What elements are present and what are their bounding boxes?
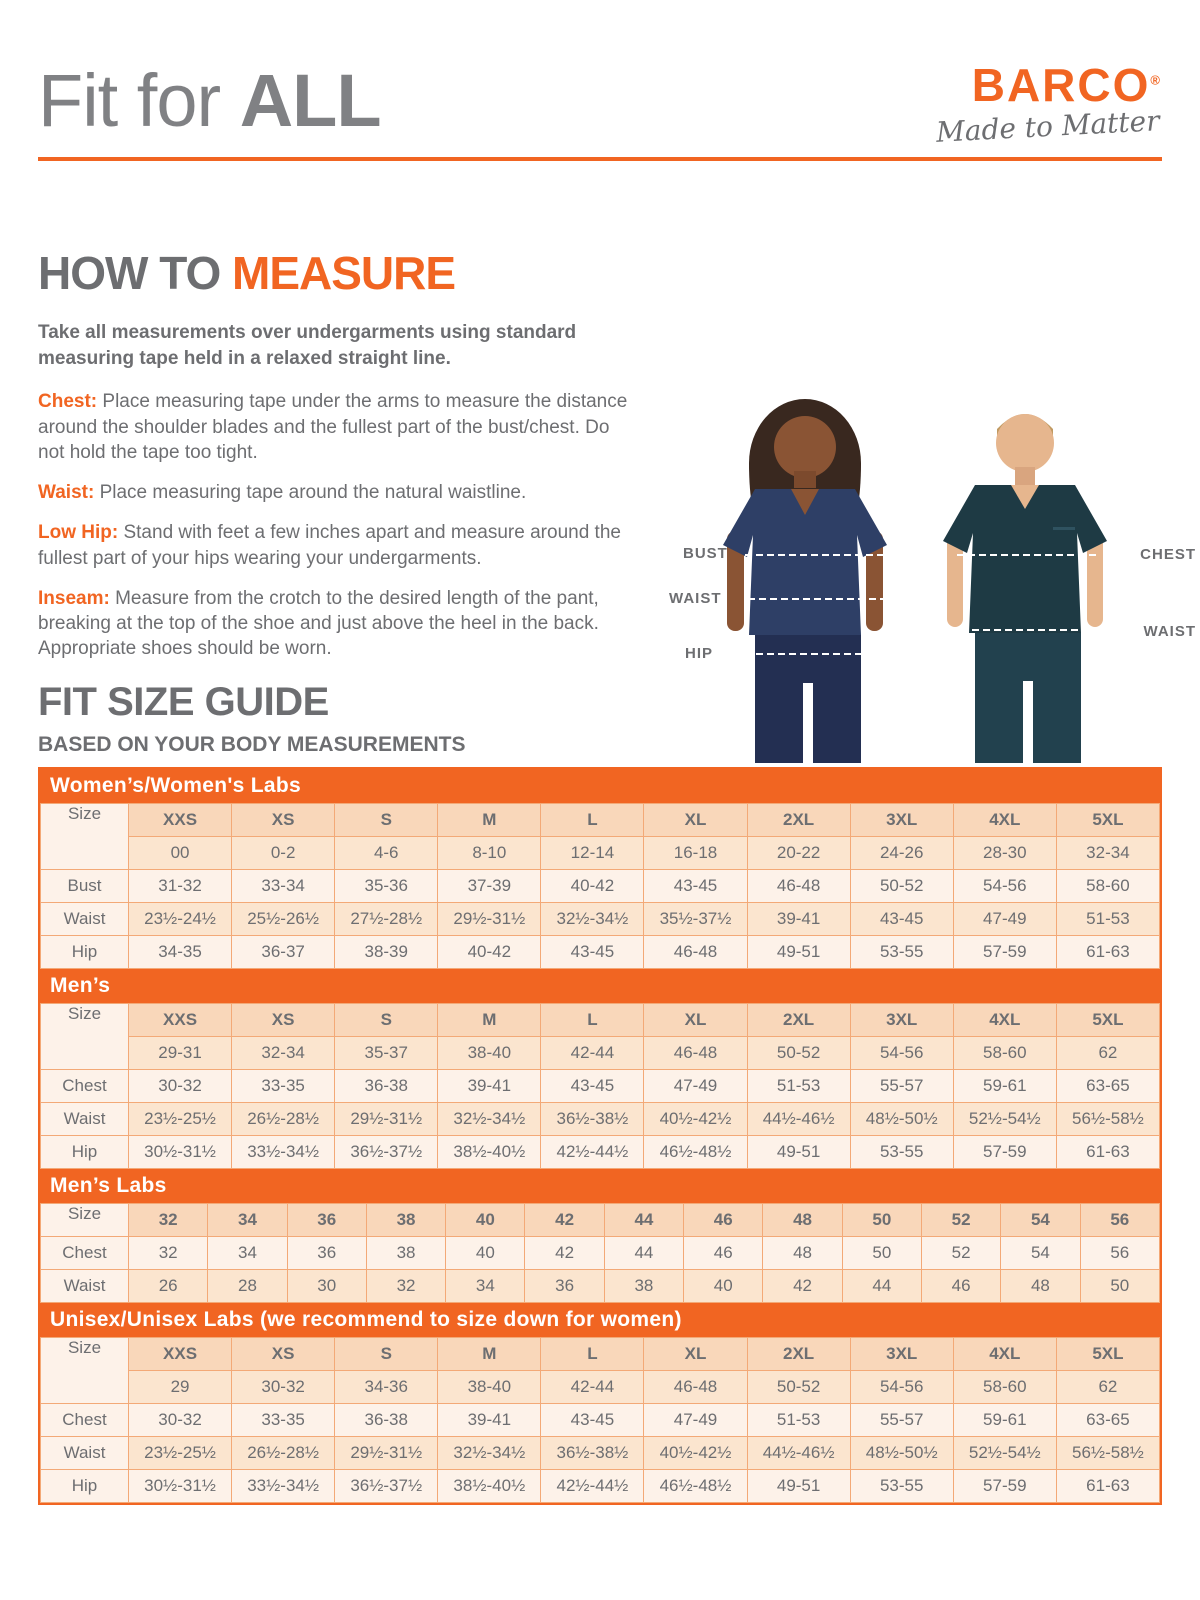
numeric-size-cell: 50-52 [747,1371,850,1404]
measurement-cell: 36½-38½ [541,1103,644,1136]
size-label-cell: M [438,1004,541,1037]
measurement-cell: 46 [684,1237,763,1270]
measurement-cell: 32½-34½ [541,903,644,936]
measurement-cell: 43-45 [541,1070,644,1103]
numeric-size-cell: 0-2 [232,837,335,870]
numeric-size-cell: 54-56 [850,1371,953,1404]
measurement-cell: 29½-31½ [335,1103,438,1136]
measurement-cell: 44½-46½ [747,1437,850,1470]
measurement-row-waist [41,1270,1160,1303]
measurement-row-waist [41,903,1160,936]
measurement-cell: 36 [287,1237,366,1270]
size-label-cell: 32 [129,1204,208,1237]
measurement-cell: 33-34 [232,870,335,903]
size-label-cell: 2XL [747,1338,850,1371]
row-label-cell: Hip [41,1136,129,1169]
size-label-cell: XS [232,1338,335,1371]
numeric-size-cell: 32-34 [232,1037,335,1070]
size-label-cell: 52 [921,1204,1000,1237]
waist-measure-label-left: WAIST [669,590,722,607]
measurement-cell: 56 [1080,1237,1159,1270]
measurement-cell: 63-65 [1056,1070,1159,1103]
size-label-cell: L [541,1004,644,1037]
size-label-cell: 44 [604,1204,683,1237]
size-label-cell: XXS [129,1004,232,1037]
measurement-cell: 37-39 [438,870,541,903]
size-label-cell: XXS [129,1338,232,1371]
measure-item-inseam [38,586,638,662]
numeric-size-cell: 38-40 [438,1037,541,1070]
size-table-womens [40,803,1160,969]
size-label-cell: M [438,804,541,837]
numeric-size-cell: 20-22 [747,837,850,870]
measurement-cell: 40 [446,1237,525,1270]
measurement-cell: 26 [129,1270,208,1303]
numeric-size-cell: 46-48 [644,1037,747,1070]
numeric-size-cell: 58-60 [953,1037,1056,1070]
numeric-size-cell: 24-26 [850,837,953,870]
size-label-cell: 34 [208,1204,287,1237]
size-header-row [41,804,1160,837]
row-label-cell: Waist [41,1437,129,1470]
size-label-cell: L [541,804,644,837]
measurement-cell: 32½-34½ [438,1103,541,1136]
size-label-cell: XL [644,1338,747,1371]
bust-measure-label: BUST [683,545,728,562]
measurement-cell: 46½-48½ [644,1470,747,1503]
measurement-cell: 58-60 [1056,870,1159,903]
measurement-cell: 26½-28½ [232,1103,335,1136]
measurement-cell: 52 [921,1237,1000,1270]
size-header-row [41,1338,1160,1371]
size-table-mens [40,1003,1160,1169]
measurement-cell: 42 [525,1237,604,1270]
measurement-row-chest [41,1237,1160,1270]
row-label-cell: Waist [41,1103,129,1136]
numeric-size-cell: 29-31 [129,1037,232,1070]
measurement-cell: 56½-58½ [1056,1437,1159,1470]
size-label-cell: M [438,1338,541,1371]
fit-size-guide-section [38,680,1162,1505]
measurement-cell: 30-32 [129,1404,232,1437]
fit-size-guide-subheading: BASED ON YOUR BODY MEASUREMENTS [38,733,466,756]
measurement-cell: 33-35 [232,1070,335,1103]
numeric-size-cell: 58-60 [953,1371,1056,1404]
measurement-cell: 30½-31½ [129,1470,232,1503]
measurement-cell: 32 [129,1237,208,1270]
numeric-size-cell: 29 [129,1371,232,1404]
measurement-cell: 40½-42½ [644,1437,747,1470]
measurement-cell: 31-32 [129,870,232,903]
measurement-cell: 43-45 [644,870,747,903]
size-label-cell: S [335,1004,438,1037]
measurement-cell: 28 [208,1270,287,1303]
numeric-size-cell: 38-40 [438,1371,541,1404]
waist-measure-label-right: WAIST [1143,623,1196,640]
measurement-cell: 36-38 [335,1070,438,1103]
measurement-cell: 39-41 [438,1070,541,1103]
heading-orange-part: MEASURE [232,247,456,299]
measure-item-chest [38,389,638,465]
measurement-cell: 53-55 [850,1470,953,1503]
size-table-unisex [40,1337,1160,1503]
measurement-cell: 23½-25½ [129,1437,232,1470]
measurement-cell: 38 [366,1237,445,1270]
header-divider [38,157,1162,161]
row-label-cell: Waist [41,1270,129,1303]
measurement-cell: 63-65 [1056,1404,1159,1437]
measurement-cell: 49-51 [747,1136,850,1169]
measurement-cell: 48½-50½ [850,1437,953,1470]
measurement-cell: 57-59 [953,1470,1056,1503]
measurement-cell: 39-41 [747,903,850,936]
measurement-cell: 50 [1080,1270,1159,1303]
size-label-cell: 3XL [850,804,953,837]
size-label-cell: S [335,1338,438,1371]
numeric-size-row [41,1037,1160,1070]
size-label-cell: 36 [287,1204,366,1237]
numeric-size-cell: 4-6 [335,837,438,870]
size-label-cell: XS [232,804,335,837]
numeric-size-cell: 30-32 [232,1371,335,1404]
size-label-cell: 2XL [747,804,850,837]
measurement-cell: 30 [287,1270,366,1303]
measure-item-waist [38,480,638,505]
measurement-cell: 39-41 [438,1404,541,1437]
measurement-cell: 23½-24½ [129,903,232,936]
numeric-size-cell: 46-48 [644,1371,747,1404]
measurement-cell: 43-45 [541,1404,644,1437]
measure-item-lowhip [38,520,638,571]
measurement-cell: 36½-38½ [541,1437,644,1470]
measurement-cell: 42 [763,1270,842,1303]
measure-item-chest-label: Chest: [38,391,98,413]
how-to-measure-heading [38,246,638,300]
measurement-cell: 46-48 [644,936,747,969]
numeric-size-cell: 00 [129,837,232,870]
size-label-cell: 5XL [1056,1338,1159,1371]
measurement-cell: 46½-48½ [644,1136,747,1169]
measurement-cell: 61-63 [1056,936,1159,969]
measurement-cell: 53-55 [850,1136,953,1169]
size-label-cell: XL [644,1004,747,1037]
measurement-row-hip [41,936,1160,969]
measurement-cell: 47-49 [953,903,1056,936]
measurement-cell: 57-59 [953,1136,1056,1169]
measurement-cell: 50 [842,1237,921,1270]
measure-item-lowhip-text: Stand with feet a few inches apart and measure around the fullest part of your hips wearing your undergarments. [38,522,621,569]
size-label-cell: 4XL [953,1338,1056,1371]
measurement-cell: 23½-25½ [129,1103,232,1136]
measure-item-chest-text: Place measuring tape under the arms to measure the distance around the shoulder blades and the fullest part of the bust/chest. Do not hold the tape too tight. [38,391,628,463]
size-label-cell: 54 [1001,1204,1080,1237]
numeric-size-row [41,837,1160,870]
numeric-size-cell: 42-44 [541,1037,644,1070]
measurement-cell: 26½-28½ [232,1437,335,1470]
measurement-cell: 43-45 [541,936,644,969]
size-label-cell: 40 [446,1204,525,1237]
measurement-cell: 42½-44½ [541,1470,644,1503]
how-to-measure-section [38,246,638,677]
measurement-cell: 47-49 [644,1404,747,1437]
measurement-cell: 30-32 [129,1070,232,1103]
measure-item-waist-text: Place measuring tape around the natural waistline. [94,482,527,504]
measurement-row-bust [41,870,1160,903]
size-label-cell: 2XL [747,1004,850,1037]
measurement-row-chest [41,1070,1160,1103]
measurement-cell: 51-53 [747,1070,850,1103]
size-label-cell: S [335,804,438,837]
size-label-cell: 5XL [1056,804,1159,837]
measurement-cell: 36-38 [335,1404,438,1437]
page-title-regular: Fit for [38,59,240,142]
size-label-cell: XS [232,1004,335,1037]
measurement-cell: 48 [763,1237,842,1270]
size-header-row [41,1004,1160,1037]
fit-size-guide-heading: FIT SIZE GUIDE [38,680,329,724]
brand-tagline: Made to Matter [935,104,1161,149]
measurement-cell: 38½-40½ [438,1470,541,1503]
size-label-cell: 46 [684,1204,763,1237]
size-header-row [41,1204,1160,1237]
numeric-size-cell: 32-34 [1056,837,1159,870]
numeric-size-cell: 16-18 [644,837,747,870]
measurement-row-waist [41,1437,1160,1470]
size-label-cell: XL [644,804,747,837]
measurement-cell: 38 [604,1270,683,1303]
measurement-cell: 54 [1001,1237,1080,1270]
measurement-cell: 57-59 [953,936,1056,969]
measurement-row-hip [41,1470,1160,1503]
measurement-cell: 61-63 [1056,1470,1159,1503]
numeric-size-cell: 62 [1056,1371,1159,1404]
measurement-cell: 56½-58½ [1056,1103,1159,1136]
measurement-cell: 54-56 [953,870,1056,903]
measure-item-inseam-label: Inseam: [38,587,110,609]
measurement-cell: 40½-42½ [644,1103,747,1136]
measurement-cell: 40 [684,1270,763,1303]
measurement-cell: 52½-54½ [953,1437,1056,1470]
size-label-cell: 4XL [953,1004,1056,1037]
size-label-cell: 4XL [953,804,1056,837]
size-tables-container [38,767,1162,1505]
measurement-cell: 36-37 [232,936,335,969]
measurement-cell: 42½-44½ [541,1136,644,1169]
measurement-cell: 51-53 [747,1404,850,1437]
chest-measure-label: CHEST [1140,546,1196,563]
measure-item-inseam-text: Measure from the crotch to the desired length of the pant, breaking at the top of the shoe and just above the heel in the back. Appropriate shoes should be worn. [38,587,599,660]
size-label-cell: 5XL [1056,1004,1159,1037]
row-label-cell: Chest [41,1070,129,1103]
row-label-cell: Chest [41,1237,129,1270]
measurement-cell: 33-35 [232,1404,335,1437]
table-title-unisex: Unisex/Unisex Labs (we recommend to size down for women) [40,1303,1160,1337]
measurement-cell: 36½-37½ [335,1470,438,1503]
size-table-mens-labs [40,1203,1160,1303]
measurement-cell: 49-51 [747,936,850,969]
measurement-row-hip [41,1136,1160,1169]
numeric-size-cell: 8-10 [438,837,541,870]
measure-intro: Take all measurements over undergarments using standard measuring tape held in a relaxed straight line. [38,322,577,369]
measurement-cell: 61-63 [1056,1136,1159,1169]
measurement-cell: 59-61 [953,1404,1056,1437]
size-label-cell: 42 [525,1204,604,1237]
measurement-row-waist [41,1103,1160,1136]
measurement-cell: 32 [366,1270,445,1303]
measurement-cell: 43-45 [850,903,953,936]
row-label-cell: Hip [41,1470,129,1503]
measure-item-waist-label: Waist: [38,482,95,504]
numeric-size-cell: 35-37 [335,1037,438,1070]
measurement-cell: 36½-37½ [335,1136,438,1169]
measurement-cell: 30½-31½ [129,1136,232,1169]
measurement-cell: 35½-37½ [644,903,747,936]
brand-logo [935,59,1161,149]
hip-measure-label: HIP [685,645,714,662]
measure-item-lowhip-label: Low Hip: [38,522,119,544]
table-title-mens: Men’s [40,969,1160,1003]
table-title-mens-labs: Men’s Labs [40,1169,1160,1203]
size-label-cell: 3XL [850,1338,953,1371]
measurement-cell: 51-53 [1056,903,1159,936]
size-label-cell: 3XL [850,1004,953,1037]
table-title-womens: Women’s/Women's Labs [40,769,1160,803]
measurement-cell: 48 [1001,1270,1080,1303]
numeric-size-cell: 62 [1056,1037,1159,1070]
heading-gray-part: HOW TO [38,247,233,299]
page-title-bold: ALL [239,59,381,142]
numeric-size-cell: 28-30 [953,837,1056,870]
brand-name-text: BARCO [971,59,1151,111]
measurement-cell: 40-42 [438,936,541,969]
measurement-cell: 27½-28½ [335,903,438,936]
measurement-cell: 34-35 [129,936,232,969]
measurement-cell: 38-39 [335,936,438,969]
measurement-cell: 34 [208,1237,287,1270]
measurement-cell: 50-52 [850,870,953,903]
corner-size-label: Size [41,1204,129,1237]
numeric-size-cell: 34-36 [335,1371,438,1404]
measurement-cell: 25½-26½ [232,903,335,936]
measurement-cell: 35-36 [335,870,438,903]
measurement-cell: 48½-50½ [850,1103,953,1136]
measurement-cell: 46-48 [747,870,850,903]
size-label-cell: 50 [842,1204,921,1237]
measurement-cell: 49-51 [747,1470,850,1503]
measurement-cell: 55-57 [850,1070,953,1103]
numeric-size-cell: 12-14 [541,837,644,870]
size-label-cell: XXS [129,804,232,837]
measurement-cell: 38½-40½ [438,1136,541,1169]
numeric-size-cell: 54-56 [850,1037,953,1070]
measurement-cell: 40-42 [541,870,644,903]
brand-name [936,59,1160,111]
measurement-cell: 44 [604,1237,683,1270]
measurement-cell: 34 [446,1270,525,1303]
numeric-size-cell: 50-52 [747,1037,850,1070]
numeric-size-row [41,1371,1160,1404]
row-label-cell: Hip [41,936,129,969]
corner-size-label: Size [41,804,129,870]
measurement-cell: 29½-31½ [438,903,541,936]
numeric-size-cell: 42-44 [541,1371,644,1404]
size-label-cell: L [541,1338,644,1371]
measurement-cell: 53-55 [850,936,953,969]
measurement-cell: 33½-34½ [232,1136,335,1169]
size-label-cell: 56 [1080,1204,1159,1237]
measurement-cell: 55-57 [850,1404,953,1437]
row-label-cell: Bust [41,870,129,903]
measurement-cell: 52½-54½ [953,1103,1056,1136]
measurement-cell: 29½-31½ [335,1437,438,1470]
measurement-cell: 47-49 [644,1070,747,1103]
measurement-cell: 59-61 [953,1070,1056,1103]
corner-size-label: Size [41,1338,129,1404]
measurement-cell: 36 [525,1270,604,1303]
measurement-cell: 44 [842,1270,921,1303]
measurement-cell: 44½-46½ [747,1103,850,1136]
row-label-cell: Chest [41,1404,129,1437]
measurement-row-chest [41,1404,1160,1437]
registered-mark-icon: ® [1150,72,1160,88]
size-label-cell: 38 [366,1204,445,1237]
measurement-cell: 32½-34½ [438,1437,541,1470]
page-title [38,58,381,143]
measurement-cell: 46 [921,1270,1000,1303]
measurement-cell: 33½-34½ [232,1470,335,1503]
row-label-cell: Waist [41,903,129,936]
corner-size-label: Size [41,1004,129,1070]
size-label-cell: 48 [763,1204,842,1237]
